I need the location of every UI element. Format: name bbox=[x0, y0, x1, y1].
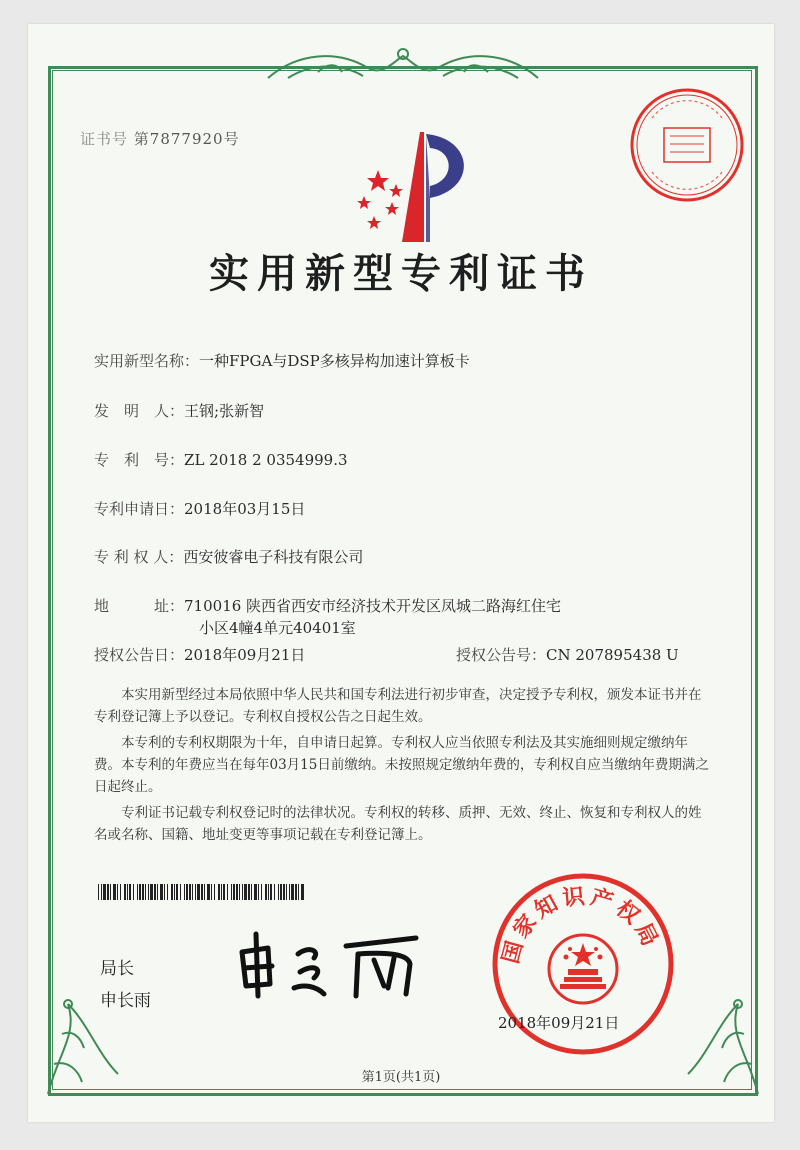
barcode-bar bbox=[139, 884, 141, 900]
barcode-bar bbox=[98, 884, 99, 900]
barcode-bar bbox=[258, 884, 259, 900]
model-name-value: 一种FPGA与DSP多核异构加速计算板卡 bbox=[199, 352, 470, 370]
barcode-bar bbox=[236, 884, 238, 900]
grant-number-row bbox=[456, 644, 679, 665]
barcode-bar bbox=[218, 884, 220, 900]
certificate-page bbox=[28, 24, 774, 1122]
barcode-bar bbox=[261, 884, 262, 900]
barcode-bar bbox=[113, 884, 116, 900]
body-paragraph-3: 专利证书记载专利权登记时的法律状况。专利权的转移、质押、无效、终止、恢复和专利权人的姓名或名称、国籍、地址变更等事项记载在专利登记簿上。 bbox=[94, 805, 702, 843]
barcode-bar bbox=[189, 884, 191, 900]
barcode-bar bbox=[160, 884, 163, 900]
seal-date: 2018年09月21日 bbox=[498, 1014, 620, 1032]
barcode-bar bbox=[186, 884, 188, 900]
barcode-bar bbox=[201, 884, 203, 900]
barcode-bar bbox=[231, 884, 232, 900]
barcode-bar bbox=[101, 884, 102, 900]
seal-text: 国家知识产权局 bbox=[498, 884, 664, 967]
grant-number-value: CN 207895438 U bbox=[546, 646, 679, 664]
barcode-bar bbox=[103, 884, 106, 900]
barcode-bar bbox=[171, 884, 173, 900]
barcode-bar bbox=[295, 884, 297, 900]
patent-number-label: 专 利 号： bbox=[94, 451, 185, 469]
barcode-bar bbox=[291, 884, 294, 900]
filing-date-value: 2018年03月15日 bbox=[184, 500, 306, 518]
barcode-bar bbox=[167, 884, 168, 900]
barcode-bar bbox=[110, 884, 111, 900]
model-name-row bbox=[94, 350, 470, 371]
barcode-bar bbox=[248, 884, 250, 900]
address-row-2 bbox=[199, 617, 356, 638]
certificate-number-label: 证书号 bbox=[80, 130, 129, 148]
director-name: 申长雨 bbox=[100, 991, 151, 1011]
filing-date-row bbox=[94, 498, 305, 519]
certificate-number bbox=[80, 128, 240, 149]
barcode-bar bbox=[117, 884, 118, 900]
barcode-bar bbox=[176, 884, 178, 900]
certificate-title: 实用新型专利证书 bbox=[209, 251, 593, 297]
barcode-bar bbox=[233, 884, 235, 900]
patent-number-value: ZL 2018 2 0354999.3 bbox=[184, 451, 348, 469]
barcode-bar bbox=[265, 884, 267, 900]
patentee-value: 西安彼睿电子科技有限公司 bbox=[183, 548, 364, 566]
body-paragraph-1: 本实用新型经过本局依照中华人民共和国专利法进行初步审查，决定授予专利权，颁发本证书并在专利登记簿上予以登记。专利权自授权公告之日起生效。 bbox=[94, 687, 702, 725]
barcode-bar bbox=[221, 884, 222, 900]
barcode-bar bbox=[195, 884, 196, 900]
barcode-bar bbox=[180, 884, 181, 900]
barcode-bar bbox=[184, 884, 185, 900]
barcode-bar bbox=[214, 884, 215, 900]
barcode-bar bbox=[107, 884, 109, 900]
barcode-bar bbox=[270, 884, 272, 900]
barcode-bar bbox=[150, 884, 153, 900]
barcode-bar bbox=[298, 884, 299, 900]
barcode-bar bbox=[268, 884, 269, 900]
grant-number-label: 授权公告号： bbox=[456, 646, 547, 664]
barcode bbox=[98, 884, 304, 900]
barcode-bar bbox=[283, 884, 285, 900]
body-paragraph-2: 本专利的专利权期限为十年，自申请日起算。专利权人应当依照专利法及其实施细则规定缴纳年费。本专利的年费应当在每年03月15日前缴纳。未按照规定缴纳年费的，专利权自应当缴纳年费期满之日起终止。 bbox=[94, 735, 709, 795]
barcode-bar bbox=[145, 884, 146, 900]
grant-date-row bbox=[94, 644, 305, 665]
patentee-row bbox=[94, 546, 363, 567]
barcode-bar bbox=[164, 884, 165, 900]
barcode-bar bbox=[254, 884, 257, 900]
page-number: 第1页(共1页) bbox=[361, 1070, 441, 1085]
barcode-bar bbox=[211, 884, 212, 900]
barcode-bar bbox=[227, 884, 228, 900]
grant-date-label: 授权公告日： bbox=[94, 646, 185, 664]
patent-number-row bbox=[94, 449, 348, 470]
filing-date-label: 专利申请日： bbox=[94, 500, 185, 518]
barcode-bar bbox=[223, 884, 225, 900]
barcode-bar bbox=[244, 884, 247, 900]
director-signature bbox=[228, 924, 428, 1004]
address-row bbox=[94, 595, 561, 616]
barcode-bar bbox=[242, 884, 243, 900]
barcode-bar bbox=[137, 884, 138, 900]
barcode-bar bbox=[154, 884, 156, 900]
address-value-line2: 小区4幢4单元40401室 bbox=[199, 619, 356, 637]
barcode-bar bbox=[274, 884, 275, 900]
barcode-bar bbox=[239, 884, 240, 900]
director-title: 局长 bbox=[100, 959, 134, 979]
barcode-bar bbox=[197, 884, 200, 900]
inventor-label: 发 明 人： bbox=[94, 402, 185, 420]
barcode-bar bbox=[278, 884, 279, 900]
barcode-bar bbox=[207, 884, 210, 900]
barcode-bar bbox=[251, 884, 252, 900]
barcode-bar bbox=[133, 884, 134, 900]
barcode-bar bbox=[127, 884, 128, 900]
barcode-bar bbox=[301, 884, 304, 900]
barcode-bar bbox=[286, 884, 287, 900]
address-value-line1: 710016 陕西省西安市经济技术开发区凤城二路海红住宅 bbox=[184, 597, 562, 615]
top-ornament bbox=[258, 42, 548, 86]
tax-stamp-seal bbox=[626, 84, 748, 206]
barcode-bar bbox=[289, 884, 290, 900]
barcode-bar bbox=[129, 884, 131, 900]
inventor-row bbox=[94, 400, 264, 421]
model-name-label: 实用新型名称： bbox=[94, 352, 200, 370]
barcode-bar bbox=[157, 884, 158, 900]
barcode-bar bbox=[174, 884, 175, 900]
patentee-label: 专 利 权 人： bbox=[94, 548, 184, 566]
barcode-bar bbox=[204, 884, 205, 900]
address-label: 地 址： bbox=[94, 597, 185, 615]
grant-date-value: 2018年09月21日 bbox=[184, 646, 306, 664]
barcode-bar bbox=[124, 884, 126, 900]
barcode-bar bbox=[142, 884, 144, 900]
barcode-bar bbox=[192, 884, 193, 900]
barcode-bar bbox=[280, 884, 282, 900]
inventor-value: 王钢;张新智 bbox=[184, 402, 265, 420]
barcode-bar bbox=[148, 884, 149, 900]
certificate-number-value: 第7877920号 bbox=[133, 130, 240, 148]
barcode-bar bbox=[120, 884, 121, 900]
